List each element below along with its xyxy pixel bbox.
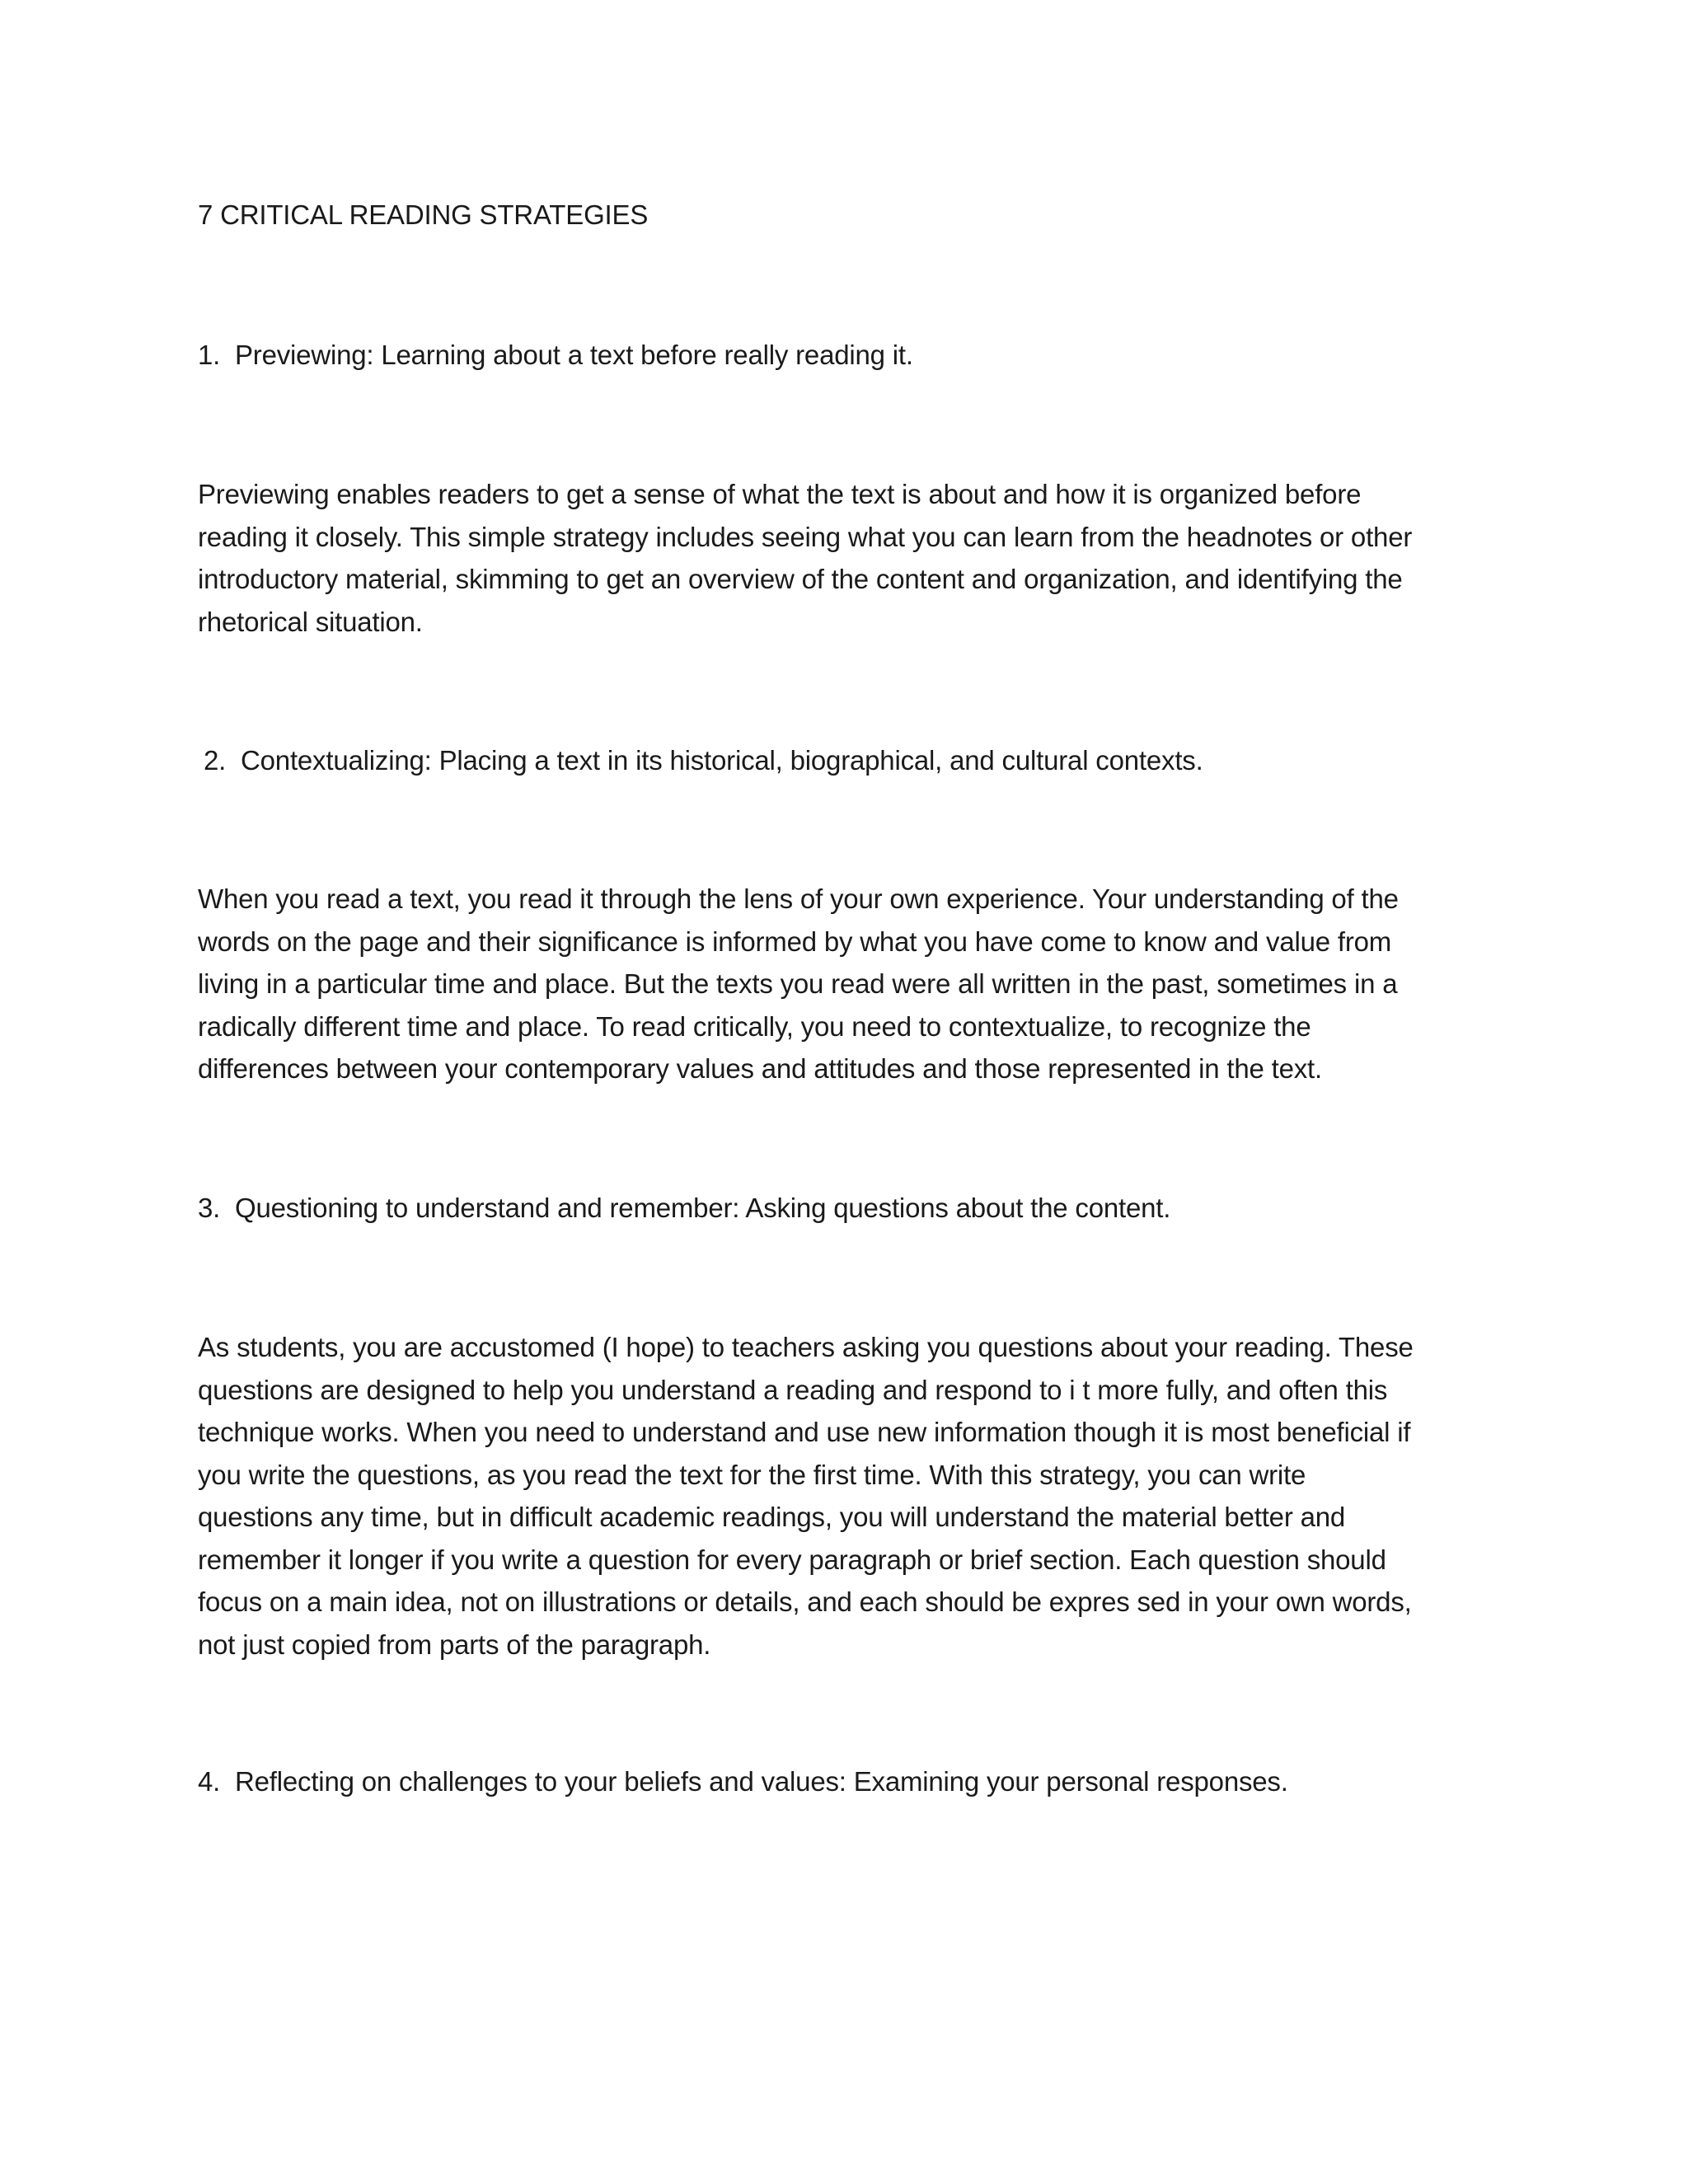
section-3-heading-text: Questioning to understand and remember: Asking questions about the content.: [235, 1193, 1171, 1223]
section-2-paragraph-line: differences between your contemporary values and attitudes and those represented in the text.: [198, 1053, 1322, 1084]
section-2-paragraph-line: radically different time and place. To read critically, you need to contextualize, to recognize the: [198, 1010, 1311, 1042]
section-4-number: 4.: [198, 1766, 221, 1797]
section-3-number: 3.: [198, 1193, 221, 1223]
section-3-paragraph-line: questions any time, but in difficult academic readings, you will understand the material better and: [198, 1502, 1346, 1532]
section-2-number: 2.: [204, 745, 227, 776]
document-title: 7 CRITICAL READING STRATEGIES: [198, 199, 649, 230]
section-1-heading-text: Previewing: Learning about a text before really reading it.: [235, 340, 913, 370]
section-4-heading-text: Reflecting on challenges to your beliefs and values: Examining your personal responses.: [235, 1766, 1288, 1797]
section-3-paragraph-line: not just copied from parts of the paragraph.: [198, 1629, 711, 1660]
section-3-paragraph-line: questions are designed to help you understand a reading and respond to i t more fully, and often this: [198, 1374, 1388, 1405]
section-3-paragraph-line: focus on a main idea, not on illustrations or details, and each should be expres sed in your own words,: [198, 1586, 1412, 1617]
section-1-paragraph-line: introductory material, skimming to get an overview of the content and organization, and identifying the: [198, 564, 1403, 594]
section-2-paragraph-line: living in a particular time and place. But the texts you read were all written in the past, sometimes in a: [198, 968, 1398, 999]
section-2-heading-text: Contextualizing: Placing a text in its historical, biographical, and cultural contexts.: [241, 745, 1203, 776]
section-2-paragraph-line: When you read a text, you read it through the lens of your own experience. Your understanding of the: [198, 883, 1399, 914]
section-1-paragraph-line: Previewing enables readers to get a sense of what the text is about and how it is organized before: [198, 479, 1362, 509]
section-3-paragraph-line: you write the questions, as you read the text for the first time. With this strategy, you can write: [198, 1459, 1306, 1490]
section-3-paragraph-line: remember it longer if you write a question for every paragraph or brief section. Each question should: [198, 1544, 1386, 1575]
section-3-paragraph: [198, 1326, 1414, 1666]
section-1-paragraph-line: rhetorical situation.: [198, 606, 423, 637]
section-3-paragraph-line: As students, you are accustomed (I hope) to teachers asking you questions about your reading. These: [198, 1332, 1414, 1362]
section-1-number: 1.: [198, 340, 221, 370]
section-3-heading: [198, 1187, 1170, 1229]
section-2-heading: [204, 739, 1203, 781]
section-3-paragraph-line: technique works. When you need to understand and use new information though it is most beneficial if: [198, 1417, 1411, 1447]
section-2-paragraph-line: words on the page and their significance is informed by what you have come to know and value from: [198, 926, 1392, 957]
section-2-paragraph: [198, 878, 1399, 1090]
section-1-paragraph-line: reading it closely. This simple strategy includes seeing what you can learn from the headnotes or other: [198, 521, 1413, 552]
section-1-paragraph: [198, 473, 1412, 643]
section-1-heading: [198, 334, 913, 376]
section-4-heading: [198, 1760, 1288, 1802]
